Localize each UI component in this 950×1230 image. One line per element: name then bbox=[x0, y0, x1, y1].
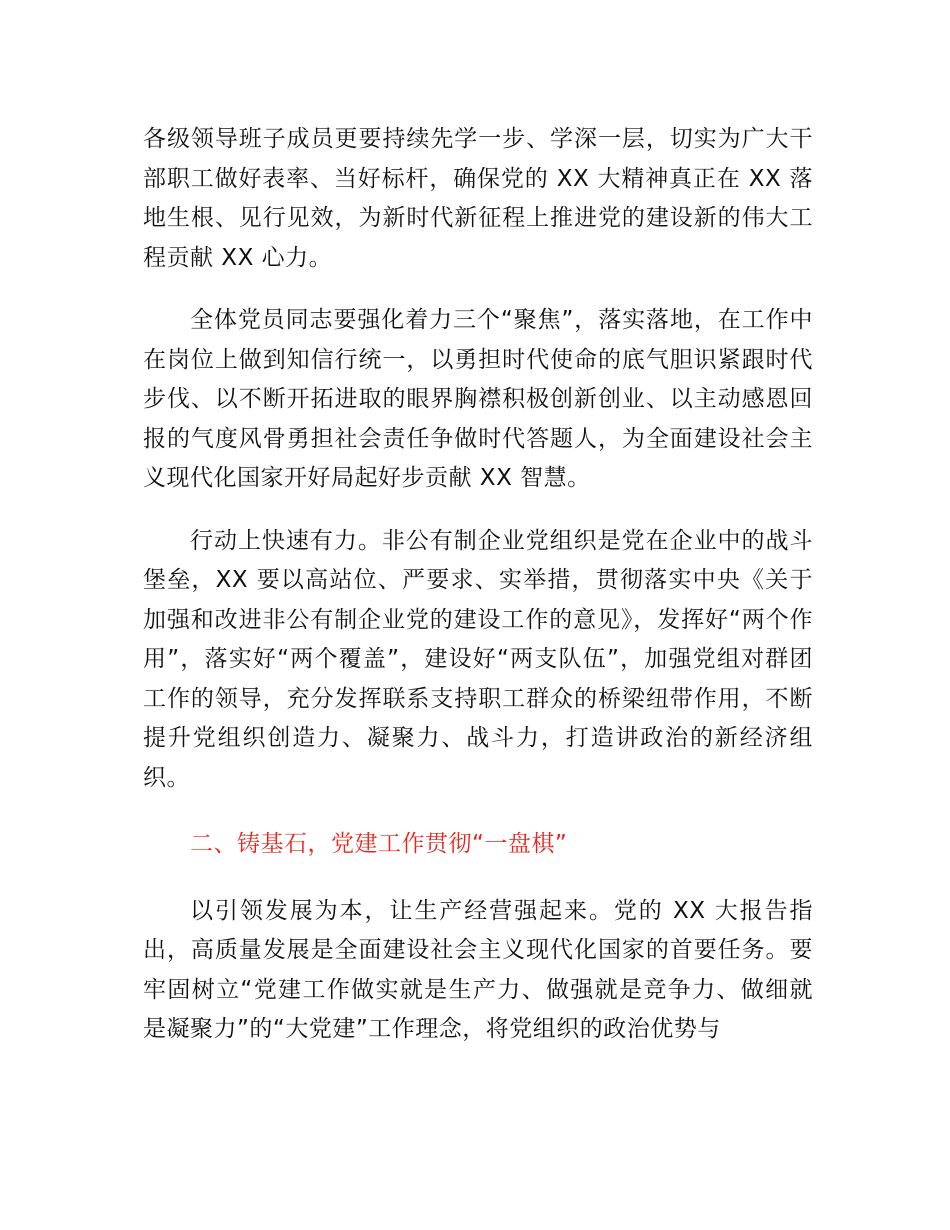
paragraph-action: 行动上快速有力。非公有制企业党组织是党在企业中的战斗堡垒，XX 要以高站位、严要求、实举措，贯彻落实中央《关于加强和改进非公有制企业党的建设工作的意见》，发挥好“两个作用”，落实好“两个覆盖”，建设好“两支队伍”，加强党组对群团工作的领导，充分发挥联系支持职工群众的桥梁纽带作用，不断提升党组织创造力、凝聚力、战斗力，打造讲政治的新经济组织。 bbox=[143, 527, 813, 791]
section-heading: 二、铸基石，党建工作贯彻“一盘棋” bbox=[190, 831, 568, 857]
paragraph-development: 以引领发展为本，让生产经营强起来。党的 XX 大报告指出，高质量发展是全面建设社会主义现代化国家的首要任务。要牢固树立“党建工作做实就是生产力、做强就是竞争力、做细就是凝聚力”的“大党建”工作理念，将党组织的政治优势与 bbox=[143, 897, 813, 1042]
document-body bbox=[143, 120, 813, 1050]
paragraph-party-members: 全体党员同志要强化着力三个“聚焦”，落实落地，在工作中在岗位上做到知信行统一，以勇担时代使命的底气胆识紧跟时代步伐、以不断开拓进取的眼界胸襟积极创新创业、以主动感恩回报的气度风骨勇担社会责任争做时代答题人，为全面建设社会主义现代化国家开好局起好步贡献 XX 智慧。 bbox=[143, 307, 813, 491]
paragraph-leadership: 各级领导班子成员更要持续先学一步、学深一层，切实为广大干部职工做好表率、当好标杆，确保党的 XX 大精神真正在 XX 落地生根、见行见效，为新时代新征程上推进党的建设新的伟大工程贡献 XX 心力。 bbox=[143, 126, 813, 271]
